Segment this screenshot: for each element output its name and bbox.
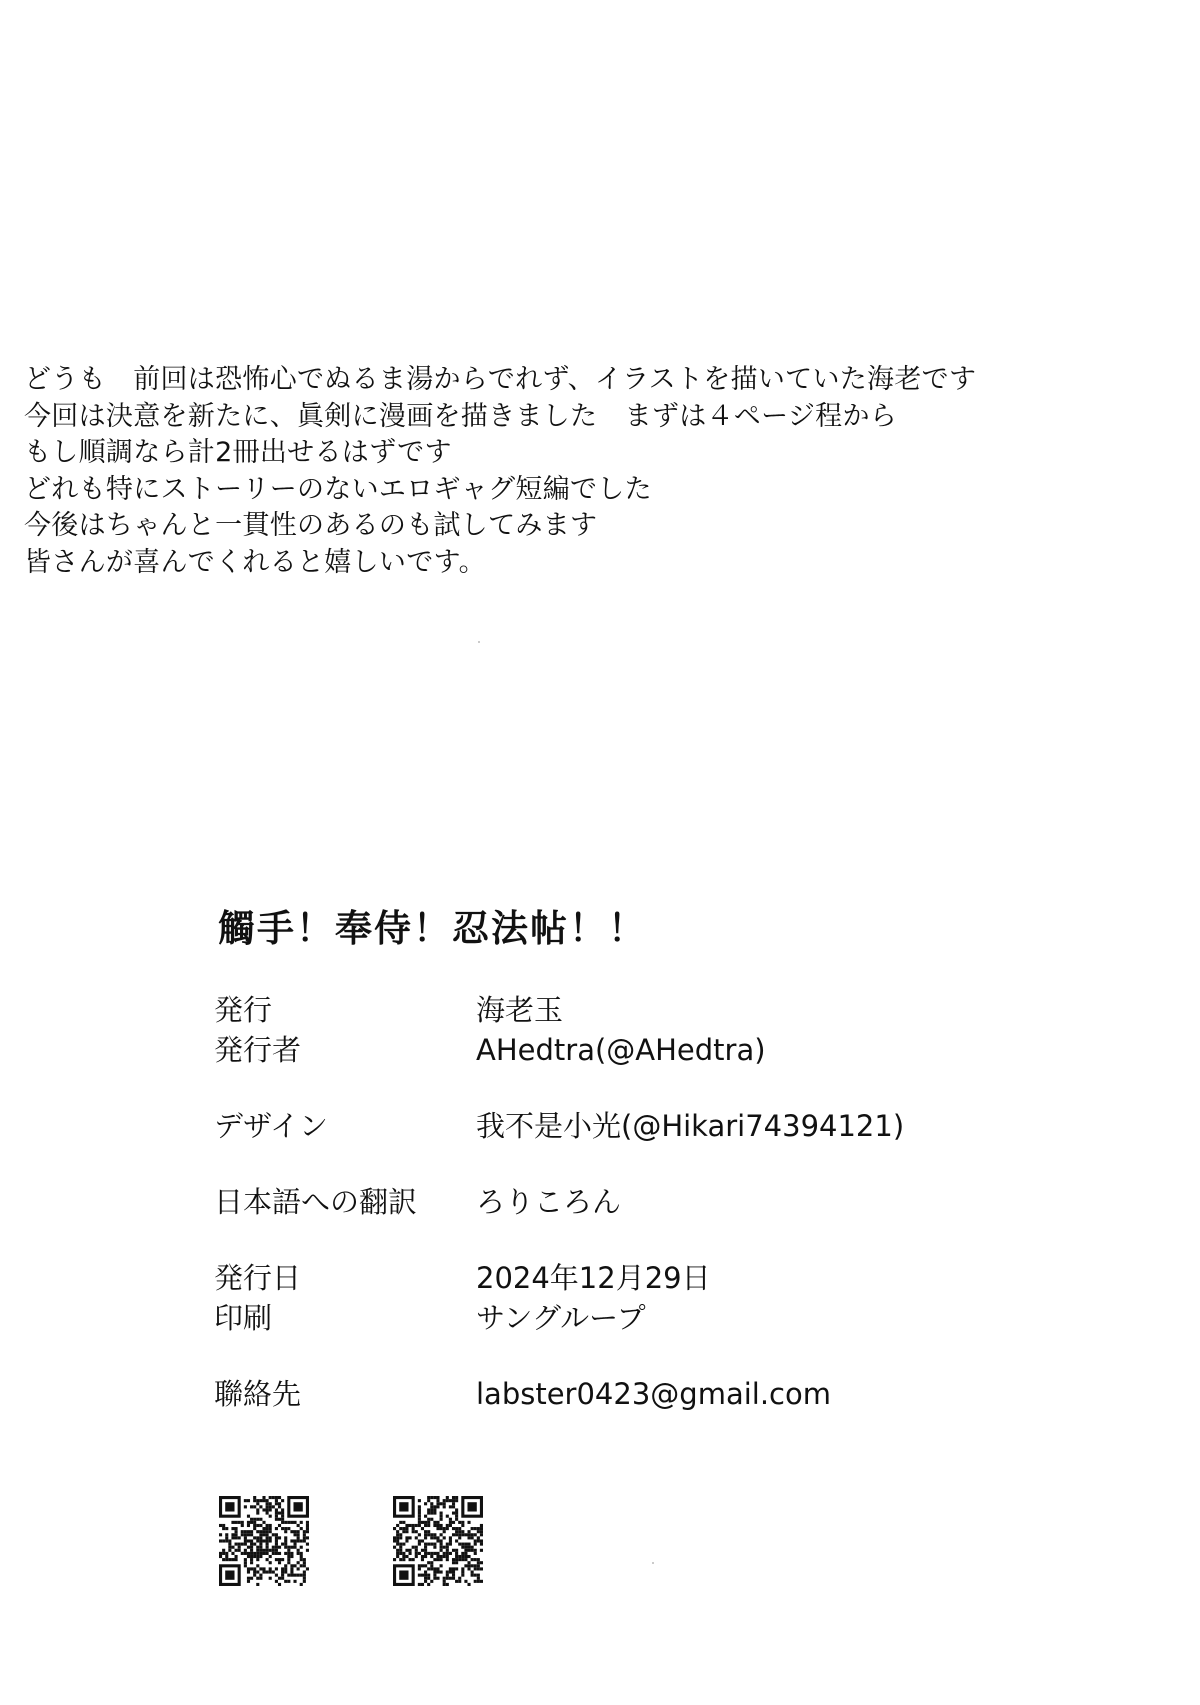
colophon-label: 印刷 (214, 1301, 273, 1335)
colophon-value: AHedtra(@AHedtra) (476, 1033, 766, 1067)
colophon-value: labster0423@gmail.com (476, 1377, 831, 1411)
colophon-label: 発行 (214, 993, 273, 1027)
colophon-value: サングループ (476, 1301, 646, 1335)
print-speck (652, 1562, 654, 1564)
qr-code-icon[interactable] (219, 1496, 309, 1586)
qr-code-icon[interactable] (393, 1496, 483, 1586)
colophon-label: 日本語への翻訳 (214, 1185, 418, 1219)
afterword-line: どうも 前回は恐怖心でぬるま湯からでれず、イラストを描いていた海老です (24, 364, 977, 395)
colophon-label: 発行者 (214, 1033, 302, 1067)
colophon-value: 2024年12月29日 (476, 1261, 711, 1295)
colophon-label: デザイン (214, 1109, 328, 1143)
colophon (214, 0, 1014, 1705)
colophon-value: 海老玉 (476, 993, 564, 1027)
book-title: 觸手！奉侍！忍法帖！！ (218, 907, 647, 950)
print-speck (478, 641, 480, 643)
colophon-label: 聯絡先 (214, 1377, 302, 1411)
colophon-label: 発行日 (214, 1261, 302, 1295)
afterword-line: もし順調なら計2冊出せるはずです (24, 437, 452, 468)
afterword-line: 今後はちゃんと一貫性のあるのも試してみます (24, 510, 598, 541)
colophon-value: 我不是小光(@Hikari74394121) (476, 1109, 905, 1143)
colophon-value: ろりころん (476, 1185, 622, 1219)
afterword-line: 今回は決意を新たに、眞剣に漫画を描きました まずは４ページ程から (24, 400, 898, 432)
afterword-line: どれも特にストーリーのないエロギャグ短編でした (24, 473, 652, 505)
afterword-line: 皆さんが喜んでくれると嬉しいです。 (24, 546, 486, 578)
